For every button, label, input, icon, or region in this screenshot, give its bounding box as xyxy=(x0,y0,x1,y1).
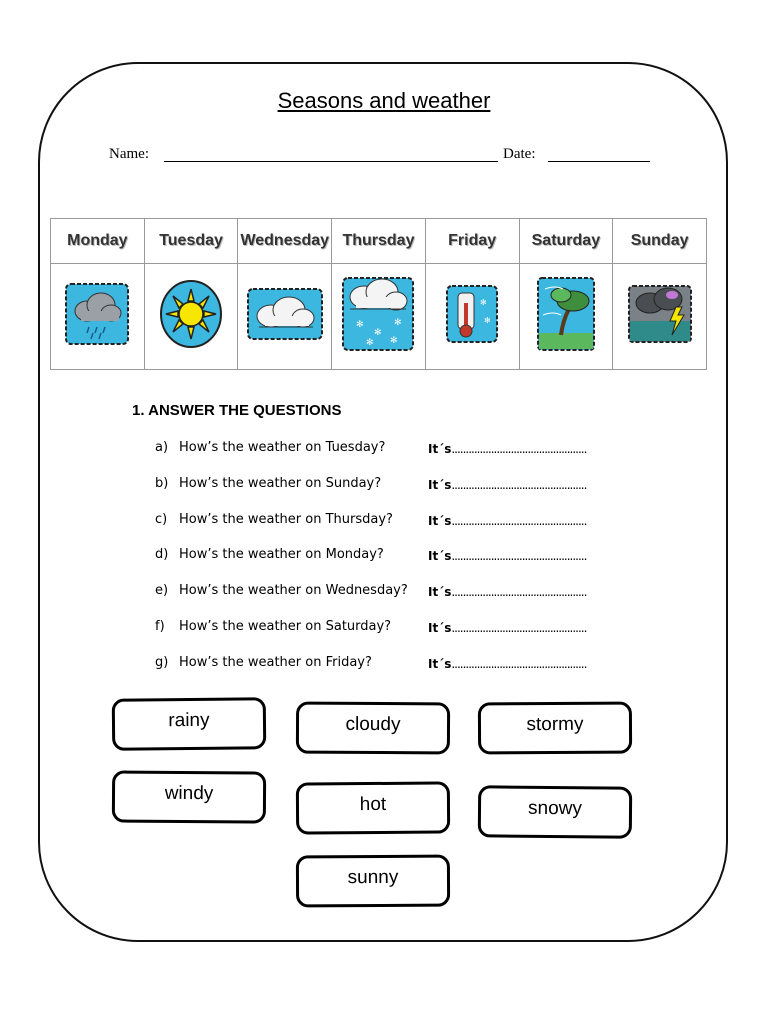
svg-text:✻: ✻ xyxy=(356,320,364,331)
svg-text:✻: ✻ xyxy=(374,328,382,339)
question-c xyxy=(155,512,393,527)
snow-cloud-icon xyxy=(340,275,416,353)
section-heading: 1. ANSWER THE QUESTIONS xyxy=(132,402,342,419)
answer-dots: ................................................ xyxy=(451,478,587,492)
word-card-windy[interactable]: windy xyxy=(112,770,266,823)
day-header-wednesday: Wednesday xyxy=(238,219,332,264)
answer-line-c[interactable] xyxy=(428,514,586,528)
answer-prefix: It´s xyxy=(428,621,452,635)
windy-tree-icon xyxy=(535,275,597,353)
name-field[interactable] xyxy=(164,161,498,162)
svg-text:✻: ✻ xyxy=(394,318,402,329)
question-text: How’s the weather on Thursday? xyxy=(179,512,393,527)
answer-dots: ................................................ xyxy=(451,549,587,563)
word-card-rainy[interactable]: rainy xyxy=(112,697,267,751)
answer-line-b[interactable] xyxy=(428,478,586,492)
question-text: How’s the weather on Friday? xyxy=(179,655,372,670)
page-title: Seasons and weather xyxy=(277,88,491,113)
answer-dots: ................................................ xyxy=(451,585,587,599)
question-letter: b) xyxy=(155,476,169,491)
question-g xyxy=(155,655,372,670)
question-letter: d) xyxy=(155,547,169,562)
day-header-monday: Monday xyxy=(51,219,145,264)
answer-line-f[interactable] xyxy=(428,621,586,635)
cloud-icon xyxy=(245,286,325,342)
question-letter: f) xyxy=(155,619,165,634)
word-card-snowy[interactable]: snowy xyxy=(478,785,632,838)
answer-dots: ................................................ xyxy=(451,442,587,456)
day-header-sunday: Sunday xyxy=(613,219,707,264)
answer-line-a[interactable] xyxy=(428,442,586,456)
question-text: How’s the weather on Monday? xyxy=(179,547,384,562)
answer-line-g[interactable] xyxy=(428,657,586,671)
answer-prefix: It´s xyxy=(428,442,452,456)
question-b xyxy=(155,476,381,491)
answer-line-d[interactable] xyxy=(428,549,586,563)
question-letter: c) xyxy=(155,512,168,527)
answer-dots: ................................................ xyxy=(451,514,587,528)
question-text: How’s the weather on Wednesday? xyxy=(179,583,408,598)
answer-prefix: It´s xyxy=(428,585,452,599)
name-label: Name: xyxy=(109,146,149,162)
question-d xyxy=(155,547,384,562)
question-letter: e) xyxy=(155,583,169,598)
storm-icon xyxy=(626,283,694,345)
word-card-sunny[interactable]: sunny xyxy=(296,855,450,908)
day-header-tuesday: Tuesday xyxy=(144,219,238,264)
thermometer-icon xyxy=(444,283,500,345)
svg-text:✻: ✻ xyxy=(390,336,398,347)
svg-text:✻: ✻ xyxy=(480,298,487,308)
question-text: How’s the weather on Tuesday? xyxy=(179,440,386,455)
word-card-stormy[interactable]: stormy xyxy=(478,702,632,755)
word-card-hot[interactable]: hot xyxy=(296,781,450,834)
date-label: Date: xyxy=(503,146,536,162)
question-letter: g) xyxy=(155,655,169,670)
answer-prefix: It´s xyxy=(428,549,452,563)
question-text: How’s the weather on Saturday? xyxy=(179,619,392,634)
answer-line-e[interactable] xyxy=(428,585,586,599)
answer-dots: ................................................ xyxy=(451,657,587,671)
day-header-saturday: Saturday xyxy=(519,219,613,264)
answer-prefix: It´s xyxy=(428,514,452,528)
day-header-thursday: Thursday xyxy=(332,219,426,264)
svg-text:✻: ✻ xyxy=(366,338,374,349)
question-letter: a) xyxy=(155,440,169,455)
rainy-cloud-icon xyxy=(63,281,131,347)
date-field[interactable] xyxy=(548,161,650,162)
day-header-friday: Friday xyxy=(425,219,519,264)
question-f xyxy=(155,619,391,634)
answer-dots: ................................................ xyxy=(451,621,587,635)
weather-week-table xyxy=(50,218,707,370)
sun-icon xyxy=(158,279,224,349)
word-card-cloudy[interactable]: cloudy xyxy=(296,702,450,755)
svg-text:✻: ✻ xyxy=(484,316,491,326)
question-text: How’s the weather on Sunday? xyxy=(179,476,382,491)
question-a xyxy=(155,440,385,455)
answer-prefix: It´s xyxy=(428,657,452,671)
question-e xyxy=(155,583,408,598)
answer-prefix: It´s xyxy=(428,478,452,492)
